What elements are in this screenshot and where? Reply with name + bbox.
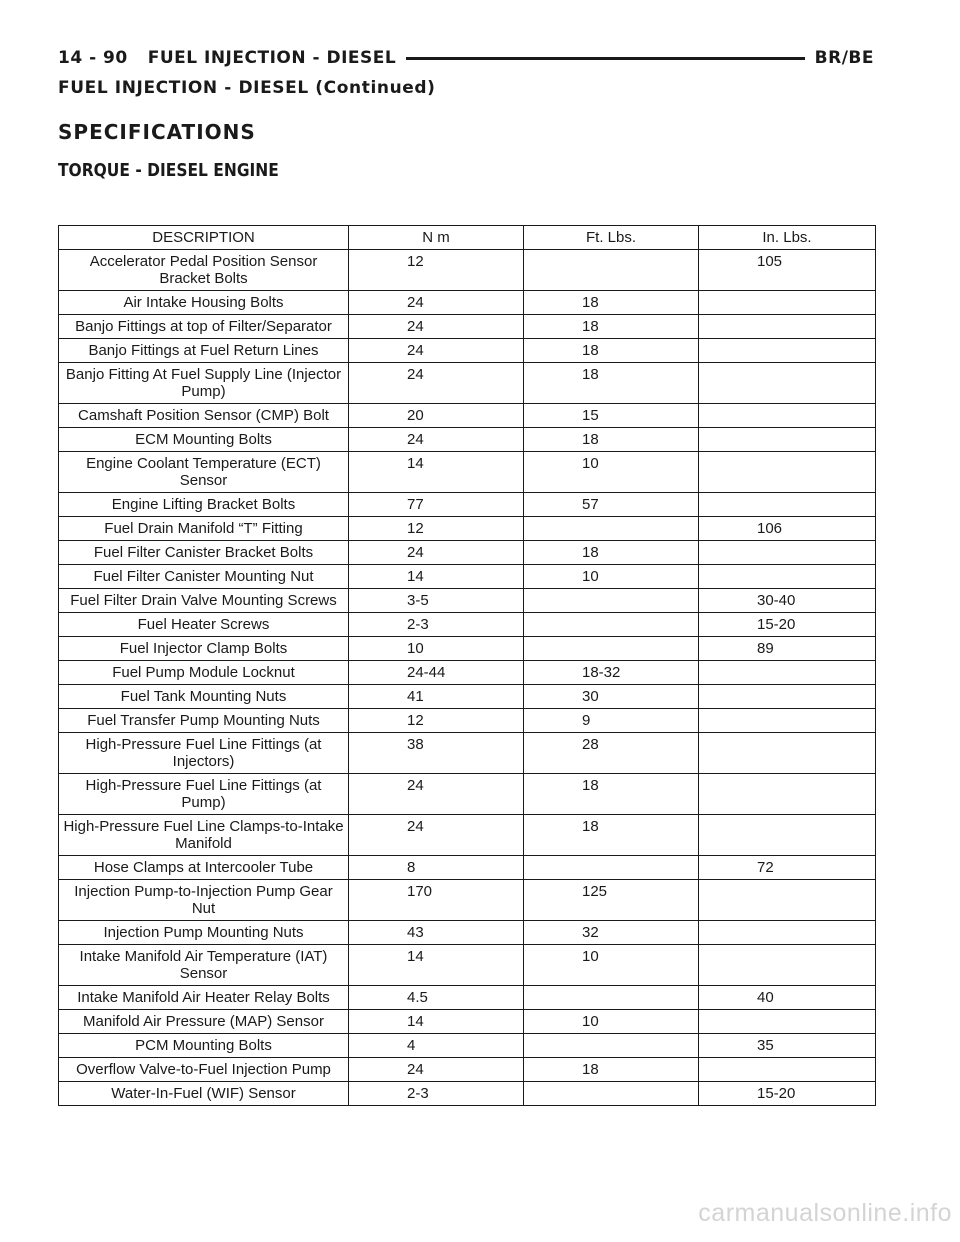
- cell-in-lbs: [699, 945, 876, 986]
- cell-in-lbs: [699, 815, 876, 856]
- cell-in-lbs: [699, 339, 876, 363]
- cell-nm: 77: [349, 493, 524, 517]
- cell-description: Engine Lifting Bracket Bolts: [59, 493, 349, 517]
- cell-description: Fuel Drain Manifold “T” Fitting: [59, 517, 349, 541]
- cell-in-lbs: 15-20: [699, 613, 876, 637]
- table-row: [59, 315, 876, 339]
- cell-ft-lbs: 57: [524, 493, 699, 517]
- cell-description: Fuel Filter Canister Mounting Nut: [59, 565, 349, 589]
- column-header-nm: N m: [349, 226, 524, 250]
- cell-in-lbs: [699, 363, 876, 404]
- cell-description: Fuel Pump Module Locknut: [59, 661, 349, 685]
- table-row: [59, 1010, 876, 1034]
- cell-in-lbs: [699, 428, 876, 452]
- watermark: carmanualsonline.info: [698, 1199, 952, 1227]
- cell-description: Engine Coolant Temperature (ECT) Sensor: [59, 452, 349, 493]
- cell-ft-lbs: 18: [524, 1058, 699, 1082]
- table-row: [59, 541, 876, 565]
- cell-ft-lbs: 32: [524, 921, 699, 945]
- cell-in-lbs: [699, 661, 876, 685]
- cell-description: Fuel Filter Drain Valve Mounting Screws: [59, 589, 349, 613]
- cell-nm: 14: [349, 1010, 524, 1034]
- torque-spec-table: [58, 225, 876, 1106]
- cell-nm: 24-44: [349, 661, 524, 685]
- table-row: [59, 685, 876, 709]
- cell-in-lbs: 30-40: [699, 589, 876, 613]
- cell-description: Fuel Heater Screws: [59, 613, 349, 637]
- table-row: [59, 733, 876, 774]
- table-row: [59, 493, 876, 517]
- cell-nm: 41: [349, 685, 524, 709]
- cell-in-lbs: [699, 774, 876, 815]
- cell-description: Fuel Transfer Pump Mounting Nuts: [59, 709, 349, 733]
- cell-ft-lbs: 9: [524, 709, 699, 733]
- cell-description: Banjo Fitting At Fuel Supply Line (Injector Pump): [59, 363, 349, 404]
- cell-ft-lbs: 10: [524, 565, 699, 589]
- cell-in-lbs: [699, 1010, 876, 1034]
- cell-nm: 43: [349, 921, 524, 945]
- table-row: [59, 1082, 876, 1106]
- table-row: [59, 250, 876, 291]
- table-row: [59, 880, 876, 921]
- page-header: [58, 44, 874, 72]
- table-row: [59, 404, 876, 428]
- cell-in-lbs: [699, 565, 876, 589]
- cell-nm: 24: [349, 339, 524, 363]
- header-rule: [406, 57, 804, 60]
- table-row: [59, 517, 876, 541]
- cell-ft-lbs: 18: [524, 363, 699, 404]
- cell-description: High-Pressure Fuel Line Fittings (at Injectors): [59, 733, 349, 774]
- cell-description: Water-In-Fuel (WIF) Sensor: [59, 1082, 349, 1106]
- cell-ft-lbs: 10: [524, 1010, 699, 1034]
- table-header-row: [59, 226, 876, 250]
- cell-ft-lbs: 125: [524, 880, 699, 921]
- cell-description: Fuel Injector Clamp Bolts: [59, 637, 349, 661]
- cell-description: Accelerator Pedal Position Sensor Bracket Bolts: [59, 250, 349, 291]
- cell-ft-lbs: 15: [524, 404, 699, 428]
- cell-in-lbs: [699, 1058, 876, 1082]
- column-header-ft-lbs: Ft. Lbs.: [524, 226, 699, 250]
- cell-nm: 14: [349, 945, 524, 986]
- cell-nm: 10: [349, 637, 524, 661]
- cell-description: Fuel Tank Mounting Nuts: [59, 685, 349, 709]
- cell-in-lbs: [699, 709, 876, 733]
- cell-in-lbs: 72: [699, 856, 876, 880]
- table-row: [59, 363, 876, 404]
- cell-nm: 38: [349, 733, 524, 774]
- cell-in-lbs: [699, 685, 876, 709]
- cell-description: Banjo Fittings at top of Filter/Separator: [59, 315, 349, 339]
- column-header-in-lbs: In. Lbs.: [699, 226, 876, 250]
- table-row: [59, 945, 876, 986]
- cell-description: High-Pressure Fuel Line Clamps-to-Intake Manifold: [59, 815, 349, 856]
- cell-in-lbs: [699, 315, 876, 339]
- cell-nm: 12: [349, 517, 524, 541]
- table-row: [59, 856, 876, 880]
- page-number: 14 - 90: [58, 48, 128, 68]
- cell-nm: 170: [349, 880, 524, 921]
- cell-description: ECM Mounting Bolts: [59, 428, 349, 452]
- table-row: [59, 1034, 876, 1058]
- cell-description: Fuel Filter Canister Bracket Bolts: [59, 541, 349, 565]
- table-row: [59, 428, 876, 452]
- model-code: BR/BE: [814, 48, 874, 68]
- sub-title: TORQUE - DIESEL ENGINE: [58, 160, 279, 181]
- cell-nm: 2-3: [349, 613, 524, 637]
- cell-nm: 4.5: [349, 986, 524, 1010]
- cell-in-lbs: 105: [699, 250, 876, 291]
- cell-description: Intake Manifold Air Temperature (IAT) Sensor: [59, 945, 349, 986]
- cell-nm: 24: [349, 291, 524, 315]
- table-row: [59, 1058, 876, 1082]
- cell-ft-lbs: 18: [524, 815, 699, 856]
- cell-in-lbs: 35: [699, 1034, 876, 1058]
- cell-nm: 8: [349, 856, 524, 880]
- cell-description: Injection Pump Mounting Nuts: [59, 921, 349, 945]
- cell-in-lbs: [699, 291, 876, 315]
- cell-ft-lbs: 18: [524, 541, 699, 565]
- cell-description: PCM Mounting Bolts: [59, 1034, 349, 1058]
- cell-in-lbs: [699, 452, 876, 493]
- cell-in-lbs: [699, 541, 876, 565]
- cell-description: High-Pressure Fuel Line Fittings (at Pump): [59, 774, 349, 815]
- table-row: [59, 452, 876, 493]
- cell-description: Intake Manifold Air Heater Relay Bolts: [59, 986, 349, 1010]
- cell-ft-lbs: [524, 1082, 699, 1106]
- cell-ft-lbs: 10: [524, 945, 699, 986]
- cell-description: Manifold Air Pressure (MAP) Sensor: [59, 1010, 349, 1034]
- table-row: [59, 774, 876, 815]
- cell-ft-lbs: 18: [524, 291, 699, 315]
- cell-ft-lbs: 18: [524, 774, 699, 815]
- cell-nm: 2-3: [349, 1082, 524, 1106]
- table-row: [59, 921, 876, 945]
- cell-ft-lbs: [524, 250, 699, 291]
- cell-nm: 4: [349, 1034, 524, 1058]
- cell-description: Banjo Fittings at Fuel Return Lines: [59, 339, 349, 363]
- cell-in-lbs: 106: [699, 517, 876, 541]
- cell-ft-lbs: [524, 589, 699, 613]
- torque-spec-table-body: [59, 226, 876, 1106]
- cell-nm: 24: [349, 815, 524, 856]
- cell-ft-lbs: 18: [524, 428, 699, 452]
- cell-ft-lbs: [524, 856, 699, 880]
- cell-ft-lbs: [524, 517, 699, 541]
- cell-in-lbs: [699, 493, 876, 517]
- table-row: [59, 589, 876, 613]
- cell-nm: 24: [349, 315, 524, 339]
- table-row: [59, 637, 876, 661]
- cell-ft-lbs: [524, 1034, 699, 1058]
- cell-in-lbs: [699, 404, 876, 428]
- table-row: [59, 709, 876, 733]
- cell-in-lbs: [699, 921, 876, 945]
- table-row: [59, 291, 876, 315]
- cell-in-lbs: [699, 880, 876, 921]
- cell-nm: 14: [349, 565, 524, 589]
- section-title: SPECIFICATIONS: [58, 120, 256, 144]
- table-row: [59, 613, 876, 637]
- cell-nm: 24: [349, 541, 524, 565]
- column-header-description: DESCRIPTION: [59, 226, 349, 250]
- cell-ft-lbs: 28: [524, 733, 699, 774]
- cell-nm: 24: [349, 774, 524, 815]
- cell-ft-lbs: 30: [524, 685, 699, 709]
- cell-nm: 24: [349, 1058, 524, 1082]
- table-row: [59, 339, 876, 363]
- cell-ft-lbs: [524, 986, 699, 1010]
- cell-ft-lbs: [524, 637, 699, 661]
- cell-description: Camshaft Position Sensor (CMP) Bolt: [59, 404, 349, 428]
- cell-nm: 14: [349, 452, 524, 493]
- cell-nm: 12: [349, 709, 524, 733]
- header-title: FUEL INJECTION - DIESEL: [147, 48, 397, 68]
- cell-in-lbs: [699, 733, 876, 774]
- cell-ft-lbs: 18: [524, 339, 699, 363]
- cell-in-lbs: 89: [699, 637, 876, 661]
- table-row: [59, 986, 876, 1010]
- cell-description: Overflow Valve-to-Fuel Injection Pump: [59, 1058, 349, 1082]
- table-row: [59, 565, 876, 589]
- table-row: [59, 661, 876, 685]
- cell-ft-lbs: 18-32: [524, 661, 699, 685]
- continued-title: FUEL INJECTION - DIESEL (Continued): [58, 78, 436, 98]
- table-row: [59, 815, 876, 856]
- cell-in-lbs: 15-20: [699, 1082, 876, 1106]
- cell-nm: 3-5: [349, 589, 524, 613]
- cell-nm: 24: [349, 428, 524, 452]
- cell-ft-lbs: 18: [524, 315, 699, 339]
- cell-nm: 20: [349, 404, 524, 428]
- cell-nm: 24: [349, 363, 524, 404]
- cell-description: Injection Pump-to-Injection Pump Gear Nut: [59, 880, 349, 921]
- cell-description: Hose Clamps at Intercooler Tube: [59, 856, 349, 880]
- cell-ft-lbs: 10: [524, 452, 699, 493]
- cell-ft-lbs: [524, 613, 699, 637]
- cell-description: Air Intake Housing Bolts: [59, 291, 349, 315]
- cell-in-lbs: 40: [699, 986, 876, 1010]
- cell-nm: 12: [349, 250, 524, 291]
